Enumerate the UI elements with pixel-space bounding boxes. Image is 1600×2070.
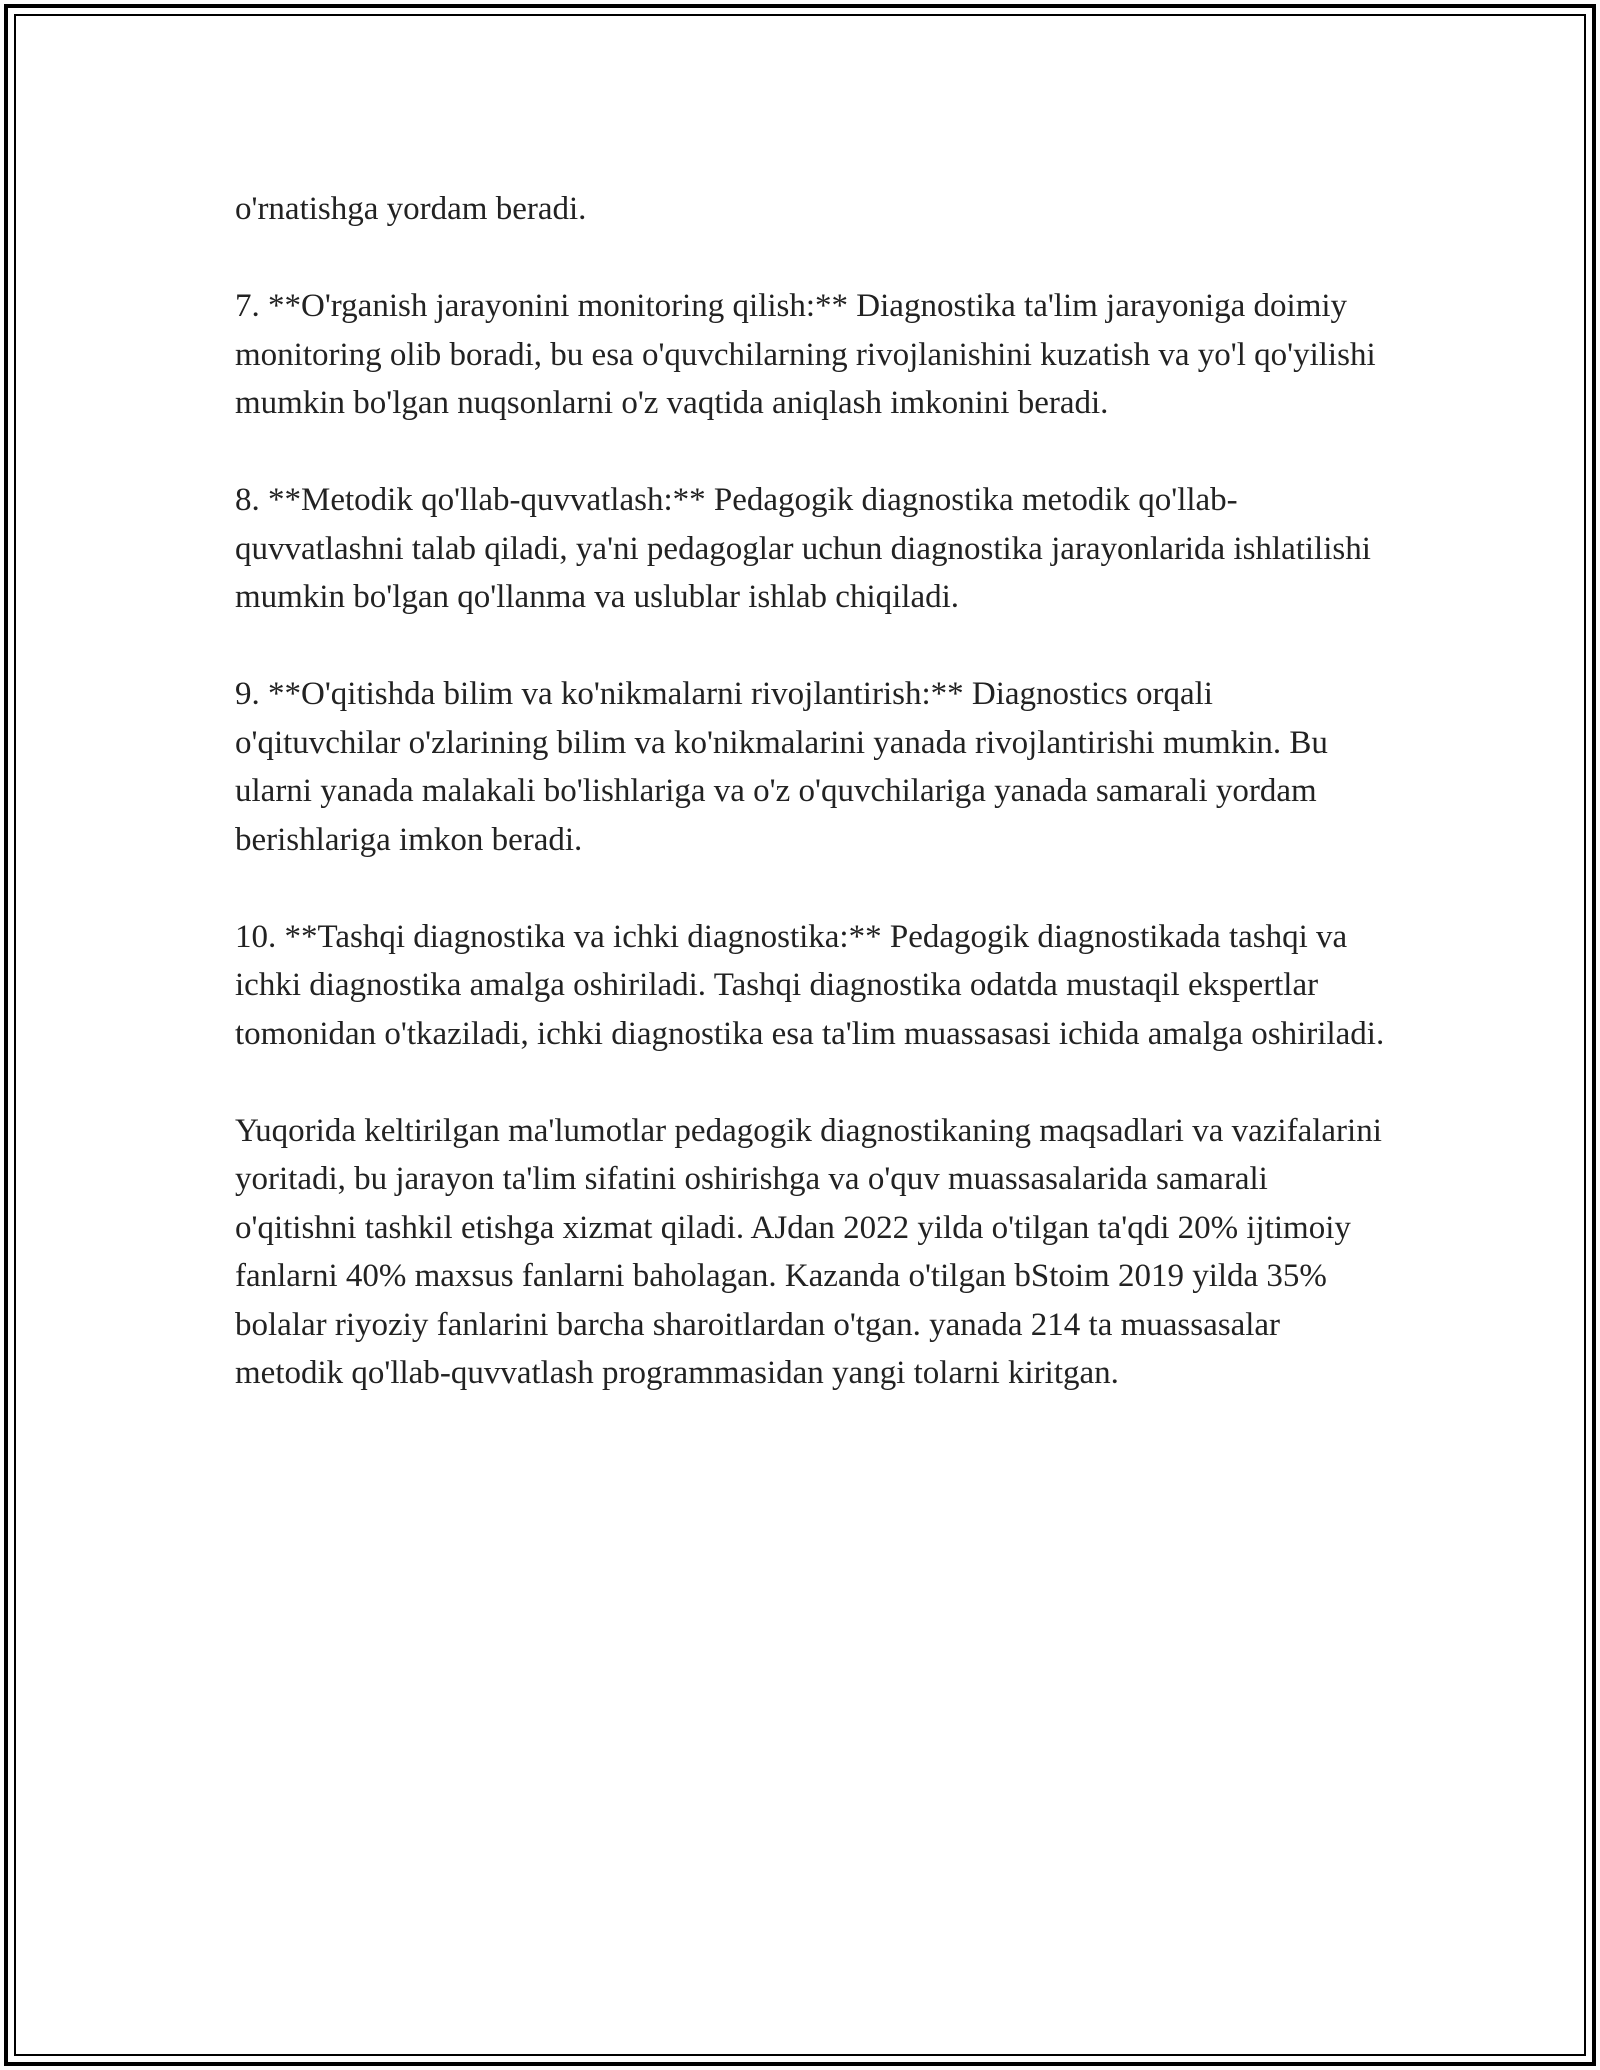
paragraph-item-7: 7. **O'rganish jarayonini monitoring qilish:** Diagnostika ta'lim jarayoniga doimiy monitoring olib boradi, bu esa o'quvchilarning rivojlanishini kuzatish va yo'l qo'yilishi mumkin bo'lgan nuqsonlarni o'z vaqtida aniqlash imkonini beradi. xyxy=(235,288,1376,421)
paragraph-item-8: 8. **Metodik qo'llab-quvvatlash:** Pedagogik diagnostika metodik qo'llab-quvvatlashni talab qiladi, ya'ni pedagoglar uchun diagnostika jarayonlarida ishlatilishi mumkin bo'lgan qo'llanma va uslublar ishlab chiqiladi. xyxy=(235,482,1371,615)
document-body xyxy=(235,185,1385,1446)
paragraph-summary: Yuqorida keltirilgan ma'lumotlar pedagogik diagnostikaning maqsadlari va vazifalarini yoritadi, bu jarayon ta'lim sifatini oshirishga va o'quv muassasalarida samarali o'qitishni tashkil etishga xizmat qiladi. AJdan 2022 yilda o'tilgan ta'qdi 20% ijtimoiy fanlarni 40% maxsus fanlarni baholagan. Kazanda o'tilgan bStoim 2019 yilda 35% bolalar riyoziy fanlarini barcha sharoitlardan o'tgan. yanada 214 ta muassasalar metodik qo'llab-quvvatlash programmasidan yangi tolarni kiritgan. xyxy=(235,1112,1382,1391)
paragraph-item-9: 9. **O'qitishda bilim va ko'nikmalarni rivojlantirish:** Diagnostics orqali o'qituvchilar o'zlarining bilim va ko'nikmalarini yanada rivojlantirishi mumkin. Bu ularni yanada malakali bo'lishlariga va o'z o'quvchilariga yanada samarali yordam berishlariga imkon beradi. xyxy=(235,676,1328,858)
paragraph-continuation: o'rnatishga yordam beradi. xyxy=(235,191,587,227)
paragraph-item-10: 10. **Tashqi diagnostika va ichki diagnostika:** Pedagogik diagnostikada tashqi va ichki diagnostika amalga oshiriladi. Tashqi diagnostika odatda mustaqil ekspertlar tomonidan o'tkaziladi, ichki diagnostika esa ta'lim muassasasi ichida amalga oshiriladi. xyxy=(235,918,1385,1052)
